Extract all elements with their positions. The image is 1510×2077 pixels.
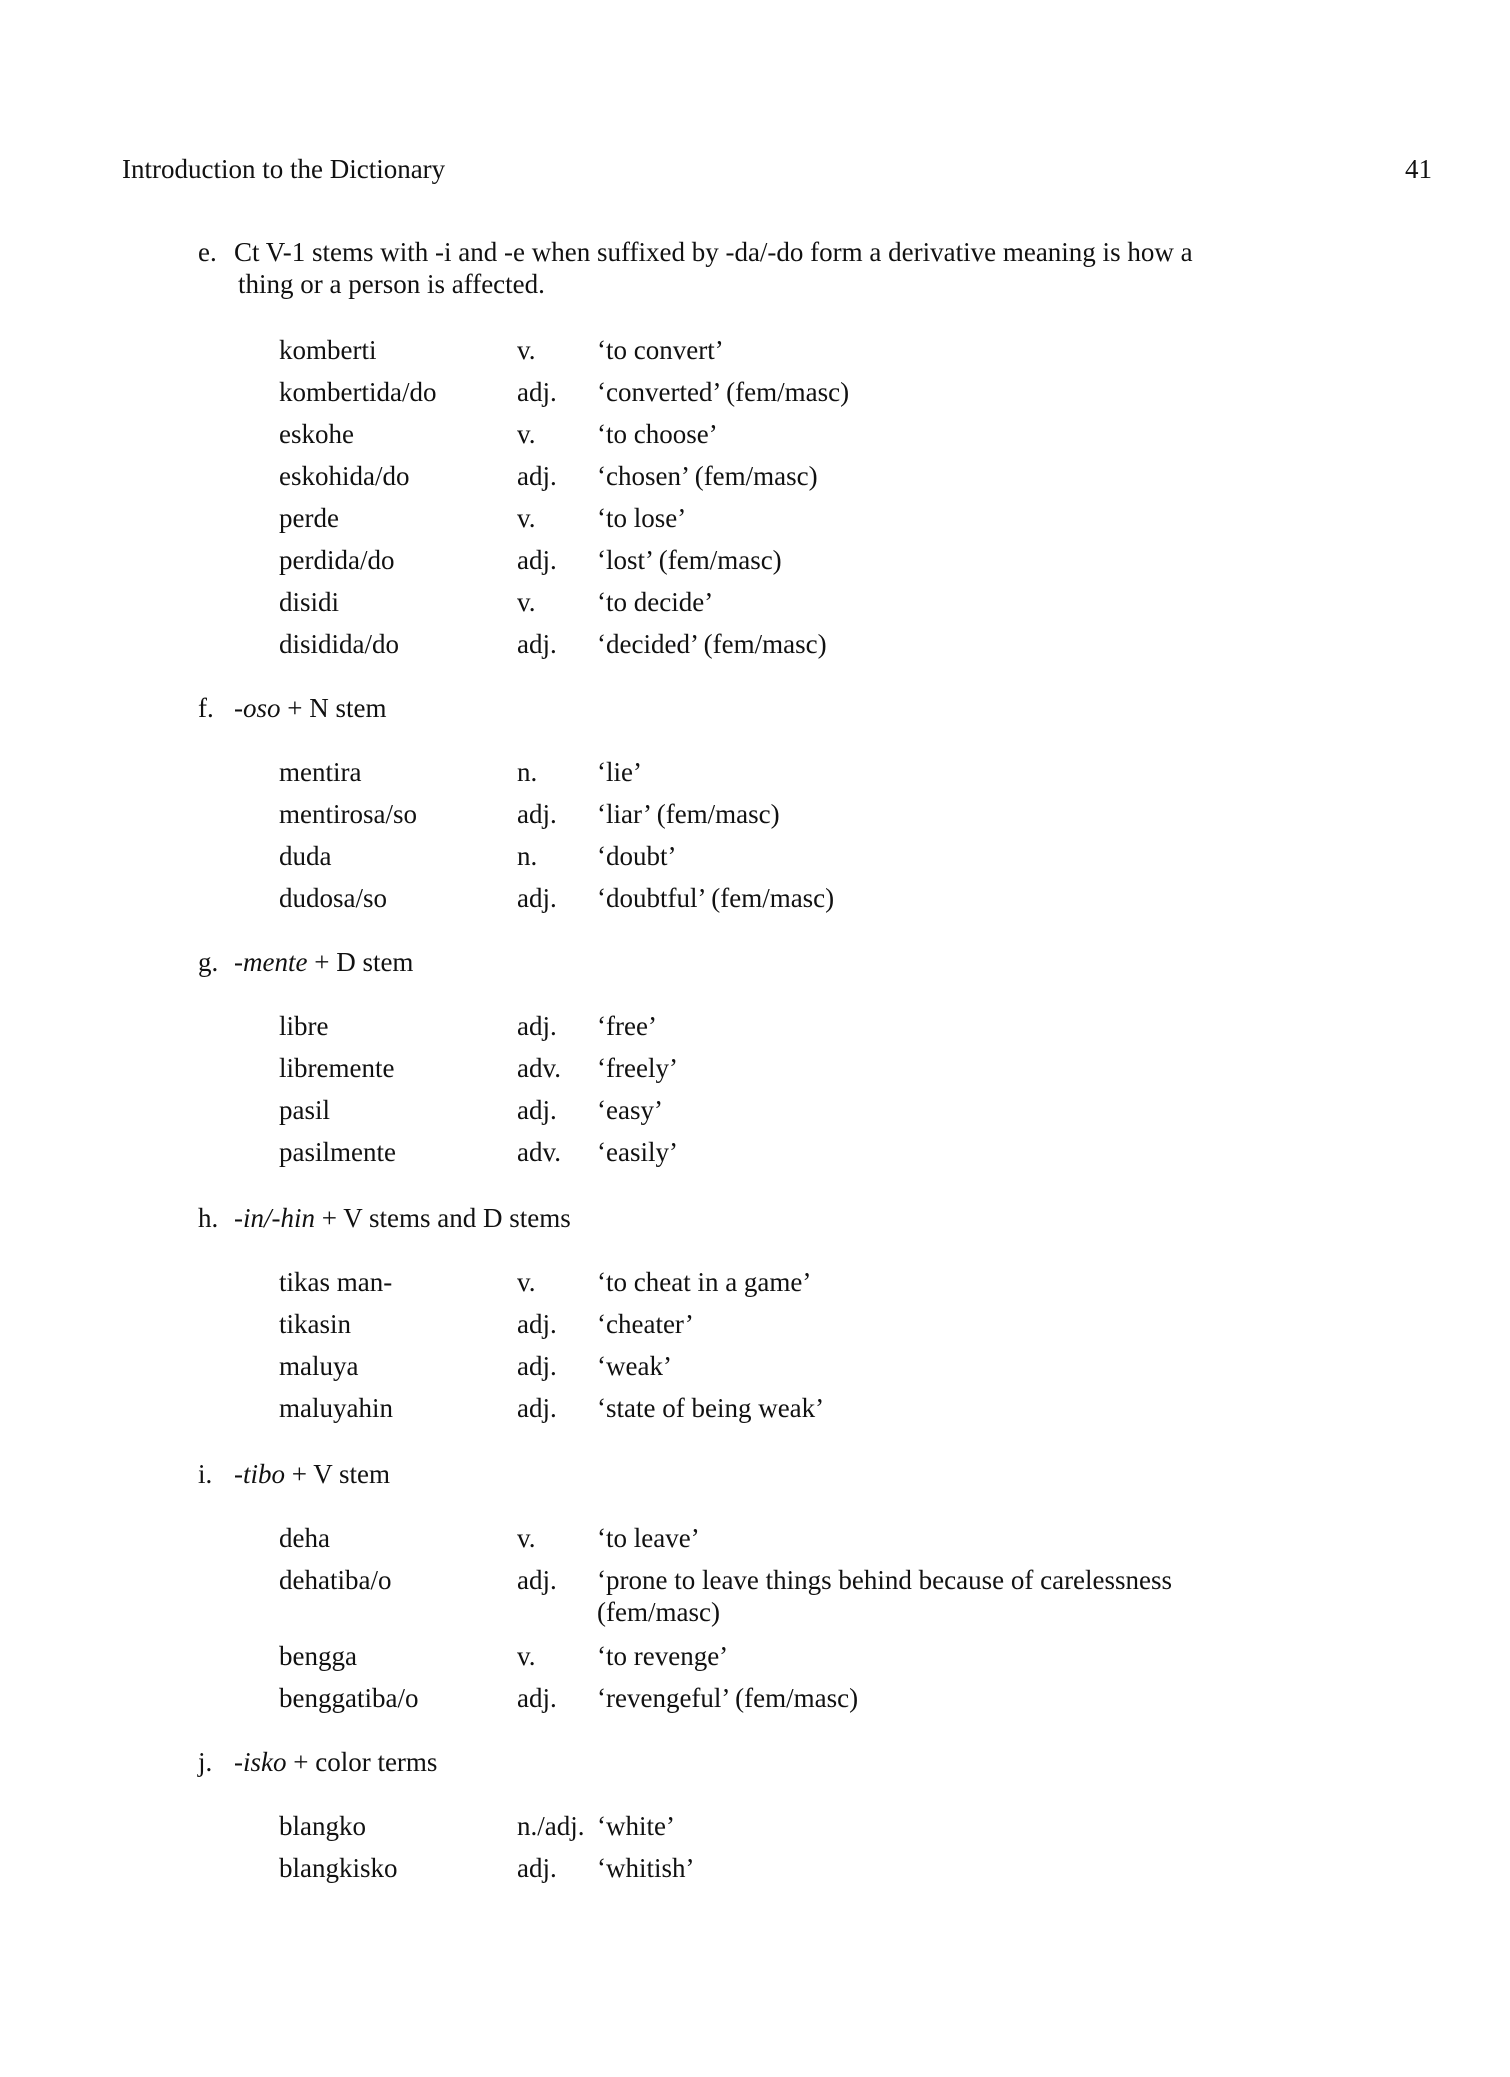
entry-row [279,376,1379,412]
entry-row [279,586,1379,622]
entry-gloss: ‘doubtful’ (fem/masc) [597,883,835,913]
entry-row [279,1308,1379,1344]
entry-word: disidida/do [279,629,399,659]
entry-row [279,628,1379,664]
entry-word: pasilmente [279,1137,396,1167]
entry-pos: adj. [517,545,557,575]
entry-row [279,1052,1379,1088]
entry-gloss: ‘chosen’ (fem/masc) [597,461,818,491]
entry-pos: v. [517,335,536,365]
entry-gloss: ‘revengeful’ (fem/masc) [597,1683,859,1713]
section-j-heading [198,1746,437,1778]
entry-gloss: ‘easy’ [597,1095,663,1125]
page-number: 41 [1405,154,1432,184]
entry-row [279,756,1379,792]
section-suffix: -tibo [234,1459,285,1489]
entry-pos: adj. [517,1309,557,1339]
entry-word: mentirosa/so [279,799,417,829]
entry-pos: v. [517,587,536,617]
entry-word: tikas man- [279,1267,393,1297]
entry-word: mentira [279,757,362,787]
entry-word: komberti [279,335,377,365]
entry-pos: v. [517,1267,536,1297]
entry-gloss: ‘lost’ (fem/masc) [597,545,782,575]
entry-row [279,1564,1379,1634]
section-letter: f. [198,693,214,723]
entry-row [279,882,1379,918]
section-heading-text: + V stem [285,1459,390,1489]
section-e-line-1 [198,236,1348,268]
entry-row [279,460,1379,496]
entry-gloss: ‘converted’ (fem/masc) [597,377,850,407]
section-f-heading [198,692,386,724]
entry-word: libremente [279,1053,395,1083]
entry-row [279,1350,1379,1386]
entry-gloss: ‘decided’ (fem/masc) [597,629,827,659]
entry-word: pasil [279,1095,330,1125]
entry-word: disidi [279,587,340,617]
entry-row [279,840,1379,876]
entry-pos: v. [517,1641,536,1671]
entry-gloss: ‘to cheat in a game’ [597,1267,812,1297]
entry-row [279,502,1379,538]
entry-pos: adj. [517,1565,557,1595]
section-heading-text: + D stem [307,947,414,977]
entry-word: kombertida/do [279,377,437,407]
entry-row [279,334,1379,370]
entry-row [279,1266,1379,1302]
entry-pos: v. [517,1523,536,1553]
entry-row [279,544,1379,580]
entry-gloss: ‘to decide’ [597,587,714,617]
section-suffix: -mente [234,947,308,977]
entry-word: benggatiba/o [279,1683,419,1713]
entry-pos: adj. [517,1351,557,1381]
section-suffix: -isko [234,1747,287,1777]
entry-word: maluya [279,1351,359,1381]
entry-pos: adj. [517,883,557,913]
section-letter: e. [198,237,217,267]
entry-pos: adj. [517,461,557,491]
entry-word: eskohida/do [279,461,410,491]
section-heading-text: + N stem [280,693,387,723]
section-suffix: -in/-hin [234,1203,315,1233]
entry-word: dudosa/so [279,883,387,913]
entry-pos: v. [517,503,536,533]
section-e-text-1: Ct V-1 stems with -i and -e when suffixed by -da/-do form a derivative meaning is how a [234,237,1193,267]
entry-pos: v. [517,419,536,449]
entry-row [279,1010,1379,1046]
entry-gloss: ‘to lose’ [597,503,687,533]
entry-gloss: ‘to leave’ [597,1523,700,1553]
section-h-heading [198,1202,571,1234]
section-heading-text: + V stems and D stems [315,1203,571,1233]
entry-word: eskohe [279,419,354,449]
entry-pos: adj. [517,377,557,407]
entry-pos: adj. [517,629,557,659]
entry-gloss-line-2: (fem/masc) [597,1597,720,1628]
section-heading-text: + color terms [286,1747,438,1777]
section-suffix: -oso [234,693,281,723]
entry-gloss: ‘to convert’ [597,335,724,365]
entry-word: bengga [279,1641,357,1671]
entry-gloss: ‘free’ [597,1011,657,1041]
section-g-heading [198,946,413,978]
entry-row [279,1136,1379,1172]
entry-gloss: ‘easily’ [597,1137,678,1167]
entry-word: deha [279,1523,330,1553]
entry-pos: adj. [517,1011,557,1041]
entry-gloss: ‘state of being weak’ [597,1393,825,1423]
entry-pos: n./adj. [517,1811,585,1841]
entry-gloss: ‘whitish’ [597,1853,695,1883]
section-letter: j. [198,1747,213,1777]
entry-gloss: ‘white’ [597,1811,675,1841]
section-e-line-2: thing or a person is affected. [238,269,545,300]
running-title: Introduction to the Dictionary [122,154,446,184]
entry-gloss-line-1: ‘prone to leave things behind because of carelessness [597,1565,1173,1595]
entry-gloss: ‘freely’ [597,1053,678,1083]
entry-word: dehatiba/o [279,1565,392,1595]
entry-pos: adv. [517,1137,561,1167]
entry-word: tikasin [279,1309,351,1339]
entry-row [279,1852,1379,1888]
entry-word: perdida/do [279,545,395,575]
section-letter: h. [198,1203,219,1233]
entry-gloss: ‘lie’ [597,757,642,787]
entry-pos: adj. [517,1853,557,1883]
entry-row [279,1640,1379,1676]
entry-row [279,798,1379,834]
entry-row [279,1392,1379,1428]
entry-pos: adj. [517,1683,557,1713]
entry-row [279,1094,1379,1130]
entry-word: blangkisko [279,1853,398,1883]
entry-row [279,418,1379,454]
entry-row [279,1522,1379,1558]
entry-pos: adj. [517,1393,557,1423]
entry-gloss: ‘cheater’ [597,1309,694,1339]
section-e-description [198,236,1348,301]
entry-pos: adv. [517,1053,561,1083]
entry-gloss: ‘doubt’ [597,841,677,871]
entry-pos: n. [517,841,538,871]
entry-gloss: ‘liar’ (fem/masc) [597,799,780,829]
entry-word: libre [279,1011,329,1041]
entry-word: duda [279,841,332,871]
entry-pos: adj. [517,1095,557,1125]
entry-pos: n. [517,757,538,787]
section-letter: g. [198,947,219,977]
entry-word: perde [279,503,339,533]
entry-gloss: ‘to revenge’ [597,1641,729,1671]
section-letter: i. [198,1459,213,1489]
entry-word: blangko [279,1811,366,1841]
entry-word: maluyahin [279,1393,393,1423]
section-i-heading [198,1458,390,1490]
entry-gloss [597,1564,1357,1629]
entry-row [279,1810,1379,1846]
entry-row [279,1682,1379,1718]
entry-gloss: ‘weak’ [597,1351,672,1381]
entry-gloss: ‘to choose’ [597,419,718,449]
entry-pos: adj. [517,799,557,829]
